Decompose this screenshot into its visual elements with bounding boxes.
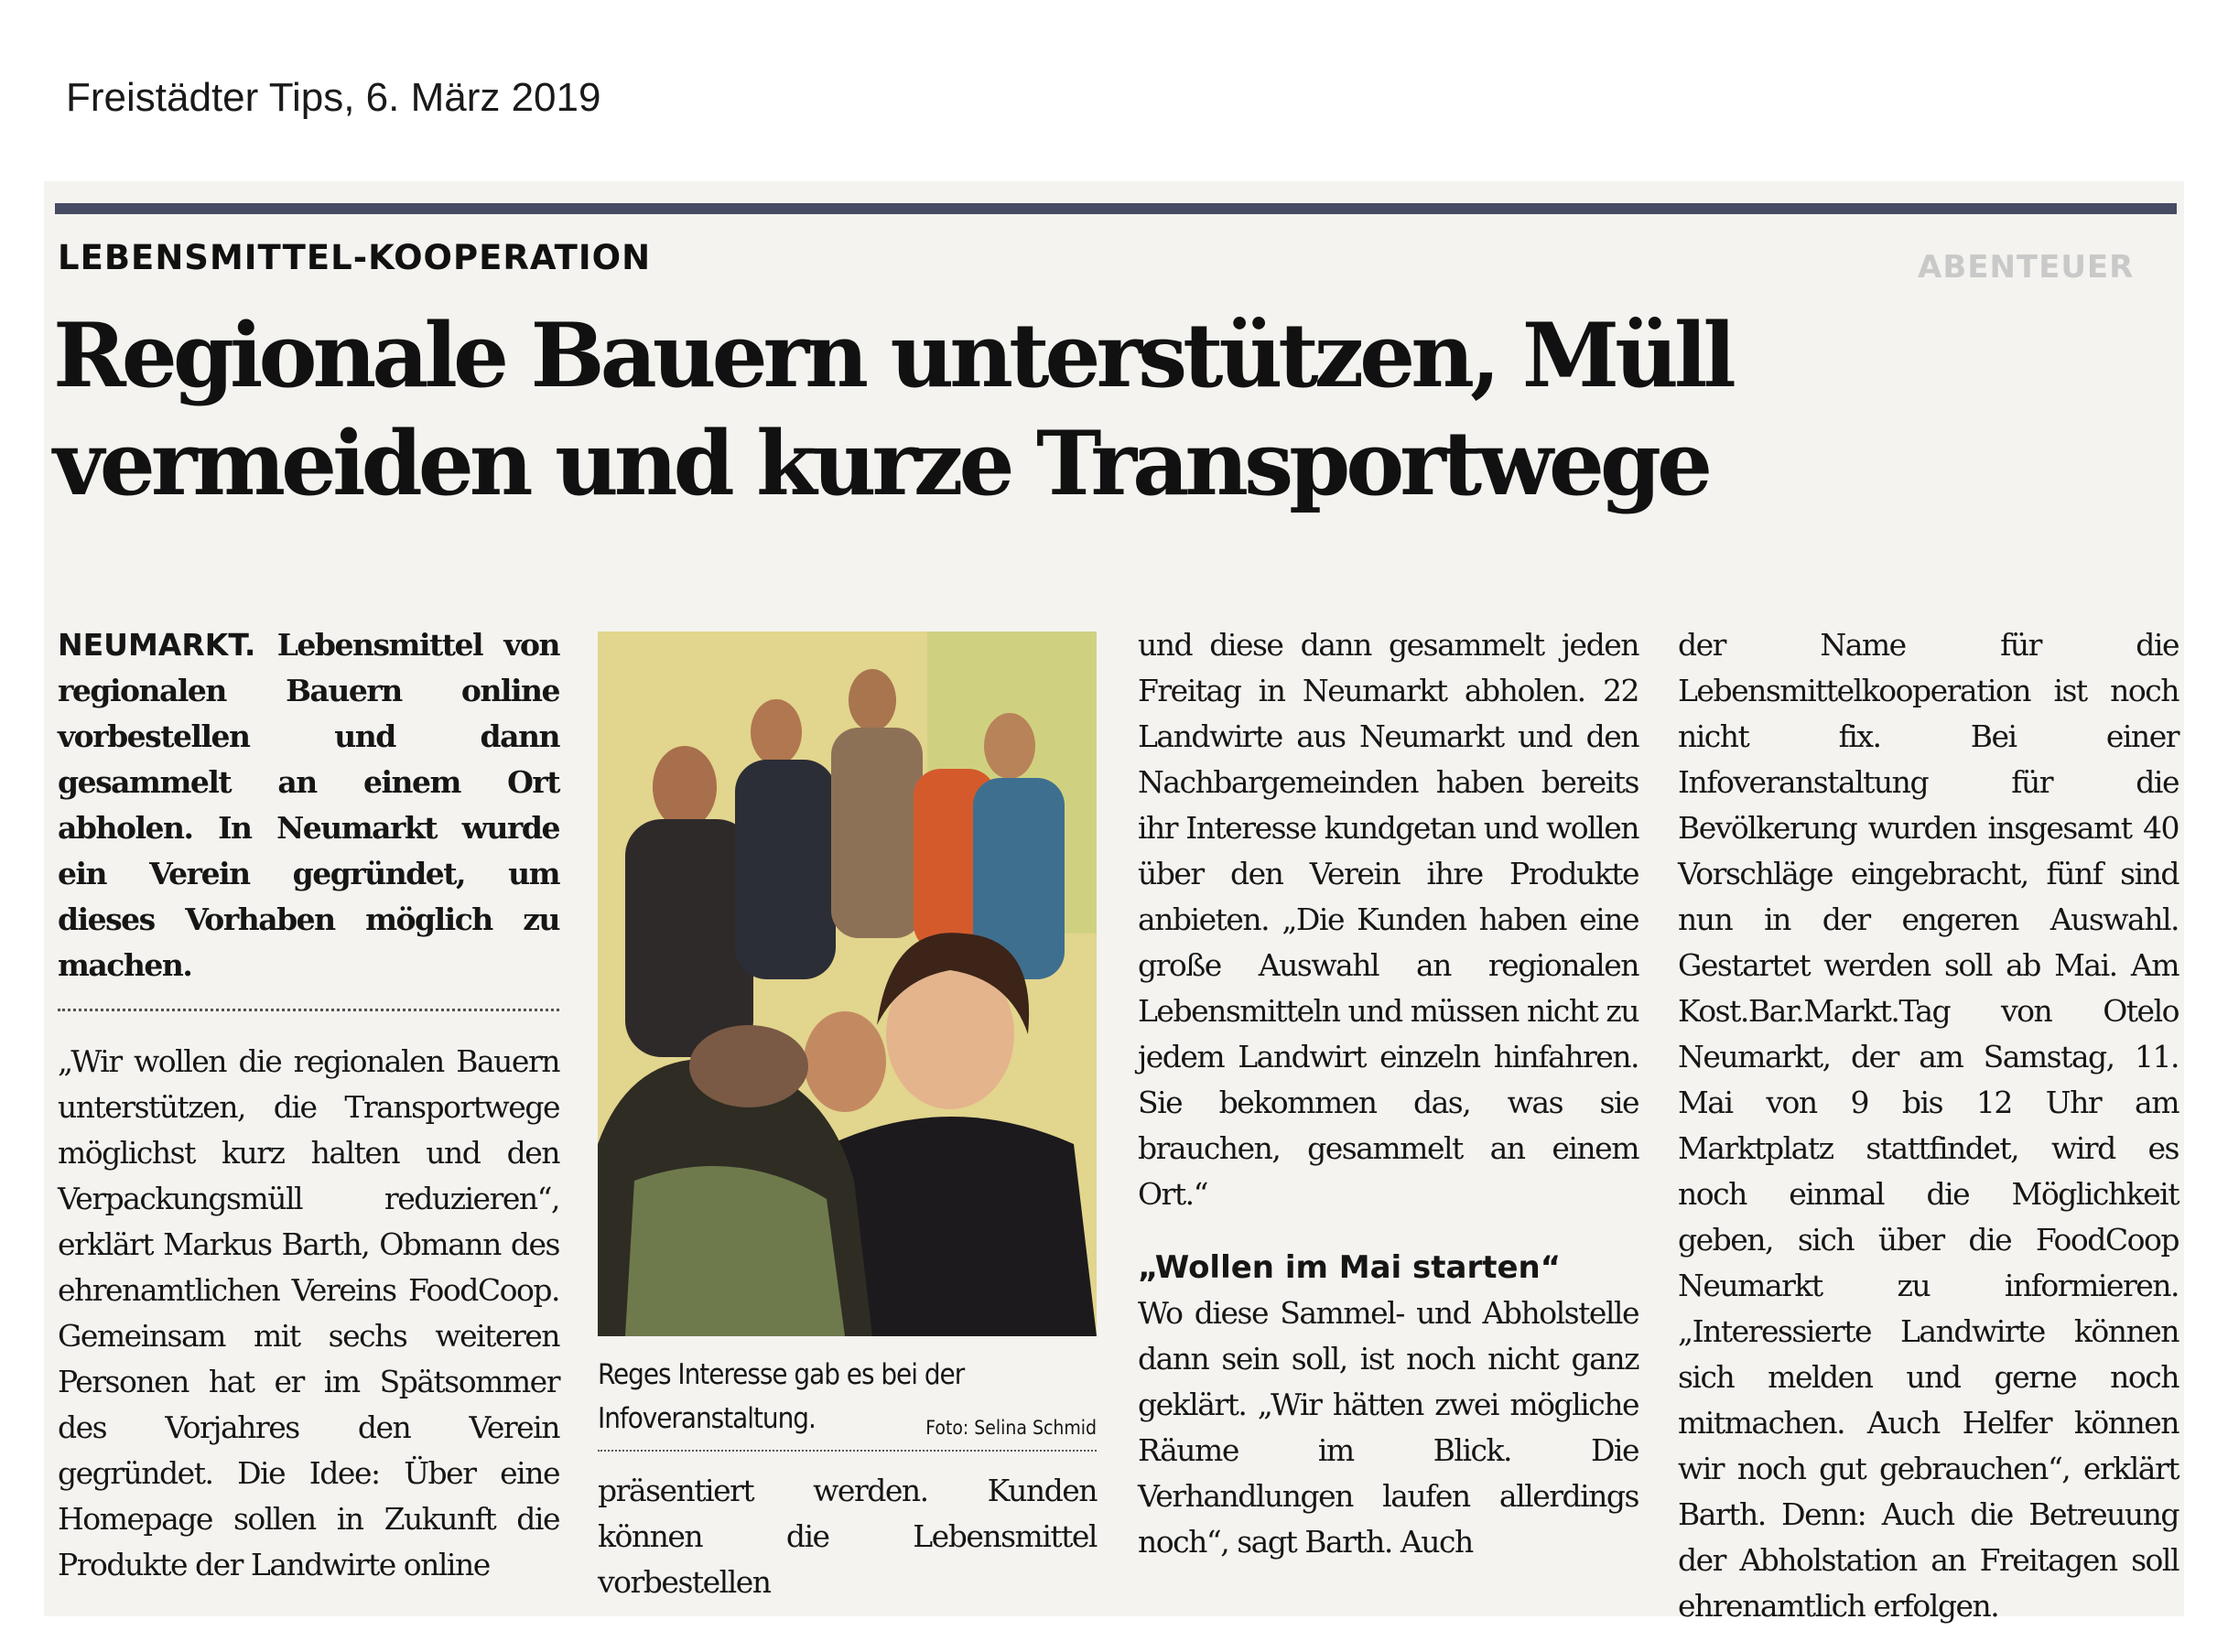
caption-text: Reges Interesse gab es bei der Infoveranstaltung. [598,1358,965,1435]
headline-line-2: vermeiden und kurze Transportwege [53,412,1709,515]
rubric: LEBENSMITTEL-KOOPERATION [58,238,652,277]
source-line: Freistädter Tips, 6. März 2019 [66,75,601,120]
column-3 [1138,622,1639,1565]
lead-paragraph [58,622,559,988]
photo-credit: Foto: Selina Schmid [925,1417,1097,1439]
subheading: „Wollen im Mai starten“ [1138,1249,1562,1286]
column-2 [598,632,1097,1605]
dateline: NEUMARKT. [58,627,256,663]
bleed-through-text: ABENTEUER [1918,249,2135,286]
lead-text: Lebensmittel von regionalen Bauern online vorbestellen und dann gesammelt an einem Ort abholen. In Neumarkt wurde ein Verein gegründet, um dieses Vorhaben möglich zu machen. [58,627,559,983]
body-text-col3: und diese dann gesammelt jeden Freitag in Neumarkt abholen. 22 Landwirte aus Neumarkt und den Nachbargemeinden haben bereits ihr Interesse kundgetan und wollen über den Verein ihre Produkte anbieten. „Die Kunden haben eine große Auswahl an regionalen Lebensmitteln und müssen nicht zu jedem Landwirt einzeln hinfahren. Sie bekommen das, was sie brauchen, gesammelt an einem Ort.“ [1138,627,1639,1212]
headline-line-1: Regionale Bauern unterstützen, Müll [53,304,1732,407]
column-1 [58,622,559,1588]
photo-caption [598,1353,1097,1441]
top-rule [55,203,2177,214]
caption-divider [598,1450,1097,1452]
lead-divider [58,1009,559,1011]
body-text-col2: präsentiert werden. Kunden können die Lebensmittel vorbestellen [598,1473,1097,1600]
headline [53,302,2186,518]
people-icon [598,632,1097,1336]
column-4 [1678,622,2179,1629]
body-text-col4: der Name für die Lebensmittelkooperation ist noch nicht fix. Bei einer Infoveranstaltung für die Bevölkerung wurden insgesamt 40 Vorschläge eingebracht, fünf sind nun in der engeren Auswahl. Gestartet werden soll ab Mai. Am Kost.Bar.Markt.Tag von Otelo Neumarkt, der am Samstag, 11. Mai von 9 bis 12 Uhr am Marktplatz stattfindet, wird es noch einmal die Möglichkeit geben, sich über die FoodCoop Neumarkt zu informieren. „Interessierte Landwirte können sich melden und gerne noch mitmachen. Auch Helfer können wir noch gut gebrauchen“, erklärt Barth. Denn: Auch die Betreuung der Abholstation an Freitagen soll ehrenamtlich erfolgen. [1678,627,2179,1624]
event-photo [598,632,1097,1336]
body-text-col1: „Wir wollen die regionalen Bauern unterstützen, die Transportwege möglichst kurz halten und den Verpackungsmüll reduzieren“, erklärt Markus Barth, Obmann des ehrenamtlichen Vereins FoodCoop. Gemeinsam mit sechs weiteren Personen hat er im Spätsommer des Vorjahres den Verein gegründet. Die Idee: Über eine Homepage sollen in Zukunft die Produkte der Landwirte online [58,1043,559,1582]
body-text-col3-continued: Wo diese Sammel- und Abholstelle dann sein soll, ist noch nicht ganz geklärt. „Wir hätten zwei mögliche Räume im Blick. Die Verhandlungen laufen allerdings noch“, sagt Barth. Auch [1138,1295,1639,1560]
